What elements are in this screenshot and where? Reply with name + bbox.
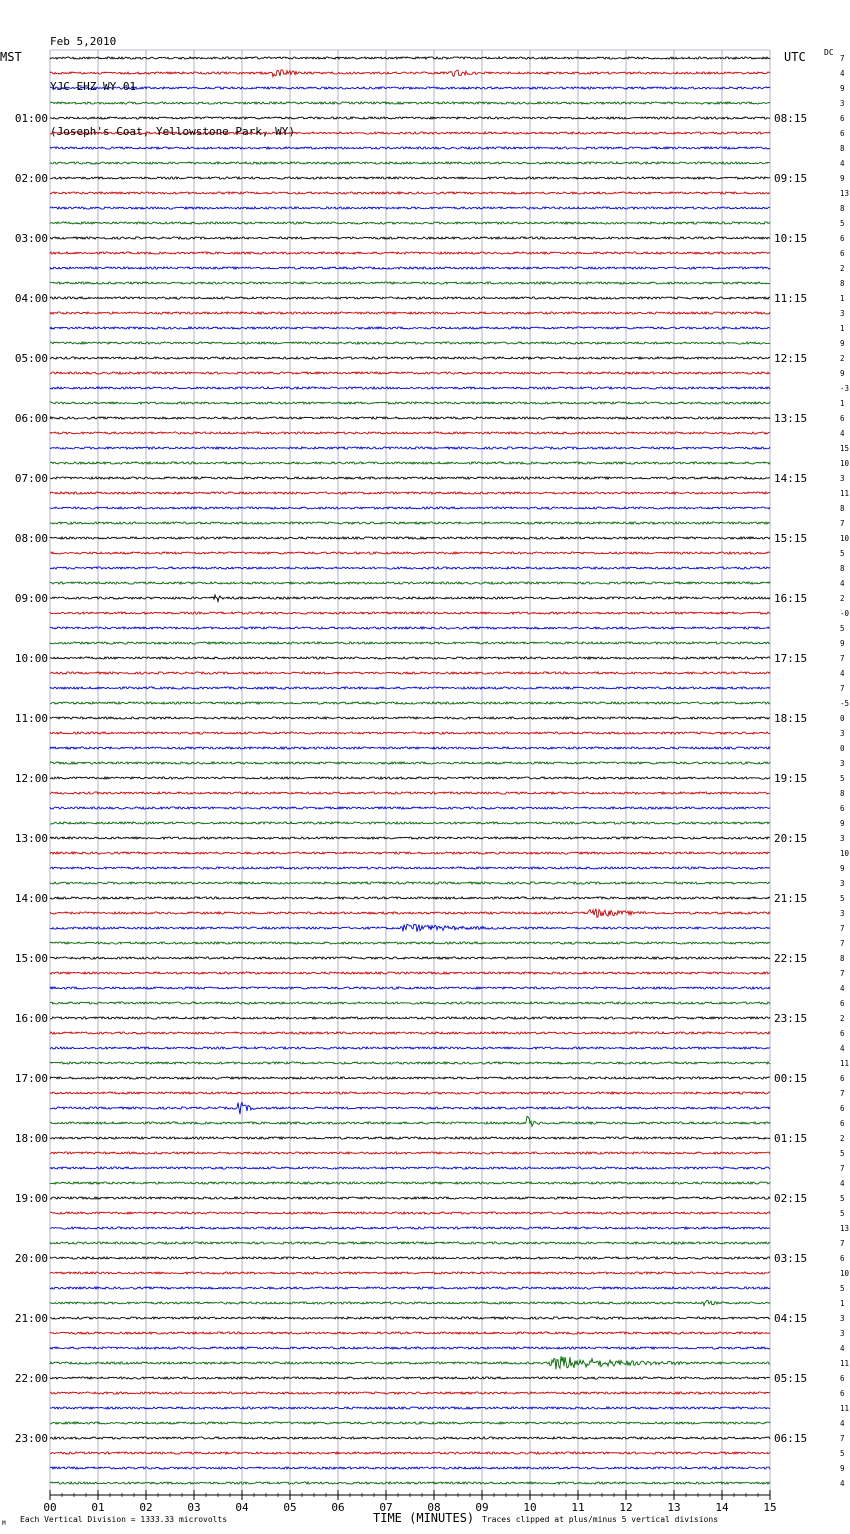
dc-offset-label: 0 <box>840 714 845 723</box>
hour-label-utc: 03:15 <box>774 1252 808 1265</box>
hour-label-utc: 05:15 <box>774 1372 808 1385</box>
dc-offset-label: 7 <box>840 519 845 528</box>
dc-offset-label: 4 <box>840 984 845 993</box>
trace-row-76 <box>50 1197 770 1199</box>
dc-offset-label: 9 <box>840 639 845 648</box>
corner-mark: M <box>2 1520 6 1527</box>
hour-label-mst: 10:00 <box>14 652 48 665</box>
hour-label-mst: 05:00 <box>14 352 48 365</box>
trace-row-57 <box>50 909 770 918</box>
trace-row-9 <box>50 192 770 194</box>
dc-offset-label: 8 <box>840 954 845 963</box>
trace-row-50 <box>50 807 770 809</box>
x-tick-label: 04 <box>235 1501 249 1514</box>
dc-offset-label: 5 <box>840 774 845 783</box>
trace-row-15 <box>50 282 770 284</box>
hour-label-utc: 17:15 <box>774 652 808 665</box>
trace-row-43 <box>50 702 770 704</box>
trace-row-88 <box>50 1377 770 1379</box>
trace-row-94 <box>50 1467 770 1469</box>
dc-offset-label: 8 <box>840 564 845 573</box>
dc-offset-label: 6 <box>840 1119 845 1128</box>
hour-label-utc: 14:15 <box>774 472 808 485</box>
trace-row-20 <box>50 357 770 359</box>
hour-label-mst: 12:00 <box>14 772 48 785</box>
hour-label-mst: 09:00 <box>14 592 48 605</box>
trace-row-85 <box>50 1332 770 1334</box>
dc-offset-label: 7 <box>840 924 845 933</box>
dc-offset-label: 3 <box>840 1329 845 1338</box>
dc-offset-label: -0 <box>840 609 850 618</box>
dc-offset-label: 6 <box>840 129 845 138</box>
dc-offset-label: 5 <box>840 1284 845 1293</box>
dc-offset-label: 2 <box>840 264 845 273</box>
x-tick-label: 10 <box>523 1501 537 1514</box>
trace-row-56 <box>50 897 770 899</box>
x-tick-label: 00 <box>43 1501 57 1514</box>
dc-offset-label: 8 <box>840 204 845 213</box>
dc-offset-label: 6 <box>840 1029 845 1038</box>
trace-row-81 <box>50 1272 770 1274</box>
hour-label-utc: 04:15 <box>774 1312 808 1325</box>
hour-label-mst: 14:00 <box>14 892 48 905</box>
trace-row-49 <box>50 792 770 794</box>
trace-row-41 <box>50 672 770 674</box>
dc-offset-header: DC <box>824 48 834 57</box>
x-tick-label: 13 <box>667 1501 681 1514</box>
x-tick-label: 08 <box>427 1501 441 1514</box>
hour-label-mst: 19:00 <box>14 1192 48 1205</box>
dc-offset-label: 6 <box>840 804 845 813</box>
dc-offset-label: 8 <box>840 144 845 153</box>
trace-row-16 <box>50 297 770 299</box>
dc-offset-label: 4 <box>840 1479 845 1488</box>
hour-label-mst: 08:00 <box>14 532 48 545</box>
station-code: YJC EHZ WY 01 <box>50 80 137 93</box>
dc-offset-label: 9 <box>840 819 845 828</box>
hour-label-mst: 13:00 <box>14 832 48 845</box>
trace-row-52 <box>50 837 770 839</box>
hour-label-mst: 17:00 <box>14 1072 48 1085</box>
trace-row-70 <box>50 1103 770 1115</box>
plot-date: Feb 5,2010 <box>50 35 117 48</box>
scale-note: Each Vertical Division = 1333.33 microvolts <box>20 1515 228 1524</box>
trace-row-53 <box>50 852 770 854</box>
hour-label-utc: 23:15 <box>774 1012 808 1025</box>
hour-label-mst: 04:00 <box>14 292 48 305</box>
dc-offset-label: 5 <box>840 624 845 633</box>
station-location: (Joseph's Coat, Yellowstone Park, WY) <box>50 125 296 138</box>
dc-offset-label: 3 <box>840 879 845 888</box>
dc-offset-label: -3 <box>840 384 850 393</box>
trace-row-13 <box>50 252 770 254</box>
trace-row-40 <box>50 657 770 659</box>
trace-row-7 <box>50 162 770 164</box>
dc-offset-label: 6 <box>840 234 845 243</box>
x-tick-label: 09 <box>475 1501 489 1514</box>
trace-row-12 <box>50 237 770 239</box>
dc-offset-label: 5 <box>840 1194 845 1203</box>
trace-row-48 <box>50 777 770 779</box>
trace-row-69 <box>50 1092 770 1094</box>
clip-note: Traces clipped at plus/minus 5 vertical divisions <box>482 1515 719 1524</box>
trace-row-27 <box>50 462 770 464</box>
trace-row-14 <box>50 267 770 269</box>
trace-row-26 <box>50 447 770 449</box>
trace-row-83 <box>50 1300 770 1305</box>
trace-row-59 <box>50 942 770 944</box>
dc-offset-label: 5 <box>840 894 845 903</box>
trace-row-10 <box>50 207 770 209</box>
trace-row-86 <box>50 1347 770 1349</box>
trace-row-78 <box>50 1227 770 1229</box>
hour-label-mst: 15:00 <box>14 952 48 965</box>
dc-offset-label: 7 <box>840 1434 845 1443</box>
dc-offset-label: 4 <box>840 669 845 678</box>
x-tick-label: 03 <box>187 1501 201 1514</box>
dc-offset-label: 3 <box>840 729 845 738</box>
hour-label-mst: 03:00 <box>14 232 48 245</box>
x-tick-label: 02 <box>139 1501 153 1514</box>
trace-row-34 <box>50 567 770 569</box>
dc-offset-label: 4 <box>840 1419 845 1428</box>
trace-row-25 <box>50 432 770 434</box>
dc-offset-label: 6 <box>840 1389 845 1398</box>
dc-offset-label: 5 <box>840 219 845 228</box>
dc-offset-label: 11 <box>840 1404 850 1413</box>
trace-row-28 <box>50 477 770 479</box>
dc-offset-label: 10 <box>840 459 850 468</box>
trace-row-51 <box>50 822 770 824</box>
hour-label-utc: 00:15 <box>774 1072 808 1085</box>
trace-row-19 <box>50 342 770 344</box>
trace-row-8 <box>50 177 770 179</box>
hour-label-mst: 22:00 <box>14 1372 48 1385</box>
hour-label-utc: 16:15 <box>774 592 808 605</box>
dc-offset-label: 6 <box>840 249 845 258</box>
dc-offset-label: 13 <box>840 1224 850 1233</box>
trace-row-68 <box>50 1077 770 1079</box>
trace-row-77 <box>50 1212 770 1214</box>
dc-offset-label: 15 <box>840 444 850 453</box>
trace-row-29 <box>50 492 770 494</box>
hour-label-mst: 06:00 <box>14 412 48 425</box>
hour-label-utc: 10:15 <box>774 232 808 245</box>
trace-row-58 <box>50 924 770 932</box>
trace-row-61 <box>50 972 770 974</box>
x-tick-label: 07 <box>379 1501 393 1514</box>
hour-label-utc: 12:15 <box>774 352 808 365</box>
dc-offset-label: 2 <box>840 354 845 363</box>
dc-offset-label: 3 <box>840 834 845 843</box>
dc-offset-label: 7 <box>840 654 845 663</box>
dc-offset-label: 6 <box>840 114 845 123</box>
hour-label-mst: 07:00 <box>14 472 48 485</box>
hour-label-utc: 21:15 <box>774 892 808 905</box>
trace-row-18 <box>50 327 770 329</box>
dc-offset-label: 8 <box>840 279 845 288</box>
hour-label-utc: 02:15 <box>774 1192 808 1205</box>
dc-offset-label: 11 <box>840 1359 850 1368</box>
trace-row-17 <box>50 312 770 314</box>
trace-row-74 <box>50 1167 770 1169</box>
trace-row-39 <box>50 642 770 644</box>
x-tick-label: 01 <box>91 1501 105 1514</box>
dc-offset-label: 7 <box>840 939 845 948</box>
dc-offset-label: 7 <box>840 1239 845 1248</box>
dc-offset-label: 0 <box>840 744 845 753</box>
dc-offset-label: 9 <box>840 864 845 873</box>
trace-row-45 <box>50 732 770 734</box>
x-tick-label: 12 <box>619 1501 633 1514</box>
trace-row-35 <box>50 582 770 584</box>
dc-offset-label: 3 <box>840 99 845 108</box>
dc-offset-label: 5 <box>840 1209 845 1218</box>
dc-offset-label: 3 <box>840 909 845 918</box>
dc-offset-label: 4 <box>840 159 845 168</box>
trace-row-11 <box>50 222 770 224</box>
trace-row-71 <box>50 1116 770 1126</box>
dc-offset-label: 9 <box>840 1464 845 1473</box>
dc-offset-label: 6 <box>840 1374 845 1383</box>
hour-label-utc: 11:15 <box>774 292 808 305</box>
dc-offset-label: 2 <box>840 1014 845 1023</box>
dc-offset-label: 1 <box>840 399 845 408</box>
dc-offset-label: 7 <box>840 684 845 693</box>
trace-row-37 <box>50 612 770 614</box>
dc-offset-label: 4 <box>840 429 845 438</box>
dc-offset-label: 4 <box>840 1344 845 1353</box>
trace-row-44 <box>50 717 770 719</box>
dc-offset-label: 6 <box>840 414 845 423</box>
trace-row-36 <box>50 595 770 602</box>
dc-offset-label: 6 <box>840 1254 845 1263</box>
hour-label-utc: 06:15 <box>774 1432 808 1445</box>
dc-offset-label: 1 <box>840 324 845 333</box>
dc-offset-label: 3 <box>840 309 845 318</box>
dc-offset-label: 11 <box>840 489 850 498</box>
dc-offset-label: 6 <box>840 999 845 1008</box>
dc-offset-label: 7 <box>840 1089 845 1098</box>
trace-row-93 <box>50 1452 770 1454</box>
trace-row-22 <box>50 387 770 389</box>
x-tick-label: 14 <box>715 1501 729 1514</box>
trace-row-24 <box>50 417 770 419</box>
trace-row-23 <box>50 402 770 404</box>
dc-offset-label: 5 <box>840 1449 845 1458</box>
trace-row-80 <box>50 1257 770 1259</box>
dc-offset-label: 4 <box>840 69 845 78</box>
trace-row-95 <box>50 1482 770 1484</box>
dc-offset-label: 7 <box>840 1164 845 1173</box>
dc-offset-label: 4 <box>840 1044 845 1053</box>
hour-label-utc: 09:15 <box>774 172 808 185</box>
trace-row-75 <box>50 1182 770 1184</box>
dc-offset-label: 9 <box>840 339 845 348</box>
hour-label-utc: 13:15 <box>774 412 808 425</box>
dc-offset-label: 9 <box>840 174 845 183</box>
dc-offset-label: 7 <box>840 969 845 978</box>
hour-label-mst: 18:00 <box>14 1132 48 1145</box>
trace-row-67 <box>50 1062 770 1064</box>
trace-row-72 <box>50 1137 770 1139</box>
trace-row-63 <box>50 1002 770 1004</box>
trace-row-84 <box>50 1317 770 1319</box>
trace-row-62 <box>50 987 770 989</box>
x-tick-label: 15 <box>763 1501 777 1514</box>
hour-label-mst: 11:00 <box>14 712 48 725</box>
trace-row-55 <box>50 882 770 884</box>
dc-offset-label: 9 <box>840 369 845 378</box>
hour-label-utc: 19:15 <box>774 772 808 785</box>
dc-offset-label: 5 <box>840 1149 845 1158</box>
trace-row-38 <box>50 627 770 629</box>
hour-label-utc: 22:15 <box>774 952 808 965</box>
hour-label-mst: 02:00 <box>14 172 48 185</box>
trace-row-73 <box>50 1152 770 1154</box>
right-axis-label: UTC <box>784 50 806 64</box>
hour-label-utc: 08:15 <box>774 112 808 125</box>
trace-row-79 <box>50 1242 770 1244</box>
trace-row-31 <box>50 522 770 524</box>
header-block <box>50 4 295 154</box>
trace-row-66 <box>50 1047 770 1049</box>
trace-row-32 <box>50 537 770 539</box>
x-tick-label: 06 <box>331 1501 345 1514</box>
trace-row-90 <box>50 1407 770 1409</box>
trace-row-60 <box>50 957 770 959</box>
x-tick-label: 05 <box>283 1501 297 1514</box>
dc-offset-label: 1 <box>840 294 845 303</box>
dc-offset-label: 10 <box>840 1269 850 1278</box>
hour-label-mst: 01:00 <box>14 112 48 125</box>
trace-row-21 <box>50 372 770 374</box>
hour-label-utc: 01:15 <box>774 1132 808 1145</box>
dc-offset-label: 6 <box>840 1074 845 1083</box>
trace-row-91 <box>50 1422 770 1424</box>
hour-label-mst: 23:00 <box>14 1432 48 1445</box>
dc-offset-label: 13 <box>840 189 850 198</box>
hour-label-mst: 21:00 <box>14 1312 48 1325</box>
dc-offset-label: 3 <box>840 759 845 768</box>
x-axis-title: TIME (MINUTES) <box>373 1511 475 1525</box>
hour-label-utc: 20:15 <box>774 832 808 845</box>
trace-row-87 <box>50 1356 770 1369</box>
hour-label-utc: 18:15 <box>774 712 808 725</box>
left-axis-label: MST <box>0 50 22 64</box>
trace-row-30 <box>50 507 770 509</box>
dc-offset-label: 3 <box>840 474 845 483</box>
dc-offset-label: 3 <box>840 1314 845 1323</box>
dc-offset-label: 2 <box>840 1134 845 1143</box>
hour-label-mst: 20:00 <box>14 1252 48 1265</box>
dc-offset-label: 7 <box>840 54 845 63</box>
dc-offset-label: 9 <box>840 84 845 93</box>
hour-label-mst: 16:00 <box>14 1012 48 1025</box>
dc-offset-label: 8 <box>840 789 845 798</box>
dc-offset-label: 5 <box>840 549 845 558</box>
dc-offset-label: 1 <box>840 1299 845 1308</box>
dc-offset-label: 4 <box>840 1179 845 1188</box>
dc-offset-label: 10 <box>840 849 850 858</box>
trace-row-89 <box>50 1392 770 1394</box>
trace-row-33 <box>50 552 770 554</box>
dc-offset-label: 11 <box>840 1059 850 1068</box>
seismic-traces <box>15 54 850 1488</box>
dc-offset-label: 8 <box>840 504 845 513</box>
trace-row-54 <box>50 867 770 869</box>
trace-row-92 <box>50 1437 770 1439</box>
hour-label-utc: 15:15 <box>774 532 808 545</box>
dc-offset-label: 4 <box>840 579 845 588</box>
x-tick-label: 11 <box>571 1501 585 1514</box>
trace-row-65 <box>50 1032 770 1034</box>
trace-row-64 <box>50 1017 770 1019</box>
trace-row-82 <box>50 1287 770 1289</box>
trace-row-47 <box>50 762 770 764</box>
dc-offset-label: 10 <box>840 534 850 543</box>
dc-offset-label: 6 <box>840 1104 845 1113</box>
dc-offset-label: 2 <box>840 594 845 603</box>
trace-row-42 <box>50 687 770 689</box>
trace-row-46 <box>50 747 770 749</box>
dc-offset-label: -5 <box>840 699 850 708</box>
